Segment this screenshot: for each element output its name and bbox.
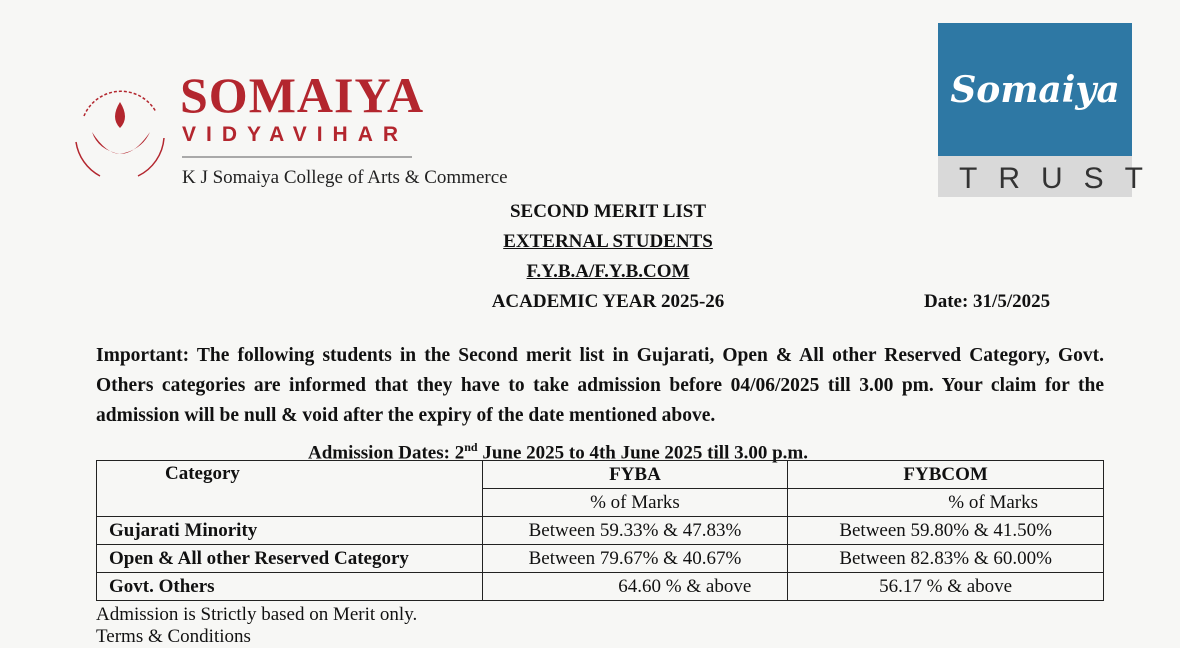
row-fybcom: Between 59.80% & 41.50% xyxy=(788,517,1104,545)
college-name: K J Somaiya College of Arts & Commerce xyxy=(182,167,508,188)
row-category: Gujarati Minority xyxy=(97,517,483,545)
admission-dates-sup: nd xyxy=(464,440,478,454)
fyba-subheader: % of Marks xyxy=(482,489,788,517)
row-category: Open & All other Reserved Category xyxy=(97,545,483,573)
admission-dates-prefix: Admission Dates: 2 xyxy=(307,442,465,464)
title-external-students: EXTERNAL STUDENTS xyxy=(503,231,713,252)
trust-logo-word: TRUST xyxy=(959,162,1164,195)
row-fyba: 64.60 % & above xyxy=(482,573,788,601)
merit-table xyxy=(96,460,1104,601)
admission-dates-suffix: June 2025 to 4th June 2025 till 3.00 p.m. xyxy=(477,442,808,464)
title-merit-list: SECOND MERIT LIST xyxy=(509,201,707,222)
important-notice: Important: The following students in the Second merit list in Gujarati, Open & All other Reserved Category, Govt. Others categories are informed that they have to take admission before 04/06/2025 till 3.00 pm. Your claim for the admission will be null & void after the expiry of the date mentioned above. xyxy=(96,345,1104,426)
row-fybcom: 56.17 % & above xyxy=(788,573,1104,601)
row-fyba: Between 79.67% & 40.67% xyxy=(482,545,788,573)
table-row xyxy=(97,545,1104,573)
brand-name: SOMAIYA xyxy=(180,67,425,123)
table-header-row xyxy=(97,461,1104,489)
title-academic-year: ACADEMIC YEAR 2025-26 xyxy=(491,291,725,312)
fyba-header: FYBA xyxy=(482,461,788,489)
somaiya-trust-logo xyxy=(938,23,1164,197)
category-header: Category xyxy=(97,461,483,517)
row-fybcom: Between 82.83% & 60.00% xyxy=(788,545,1104,573)
brand-subtitle: VIDYAVIHAR xyxy=(182,123,409,146)
merit-note: Admission is Strictly based on Merit only. xyxy=(96,604,418,625)
somaiya-emblem xyxy=(70,72,170,184)
table-row xyxy=(97,573,1104,601)
trust-logo-script: Somaiya xyxy=(950,68,1120,111)
fybcom-header: FYBCOM xyxy=(788,461,1104,489)
brand-divider xyxy=(182,156,412,158)
row-category: Govt. Others xyxy=(97,573,483,601)
row-fyba: Between 59.33% & 47.83% xyxy=(482,517,788,545)
fybcom-subheader: % of Marks xyxy=(788,489,1104,517)
title-courses: F.Y.B.A/F.Y.B.COM xyxy=(526,261,690,282)
terms-heading: Terms & Conditions xyxy=(96,626,251,647)
table-row xyxy=(97,517,1104,545)
notice-date: Date: 31/5/2025 xyxy=(924,291,1051,312)
trust-logo-panel xyxy=(938,23,1132,156)
